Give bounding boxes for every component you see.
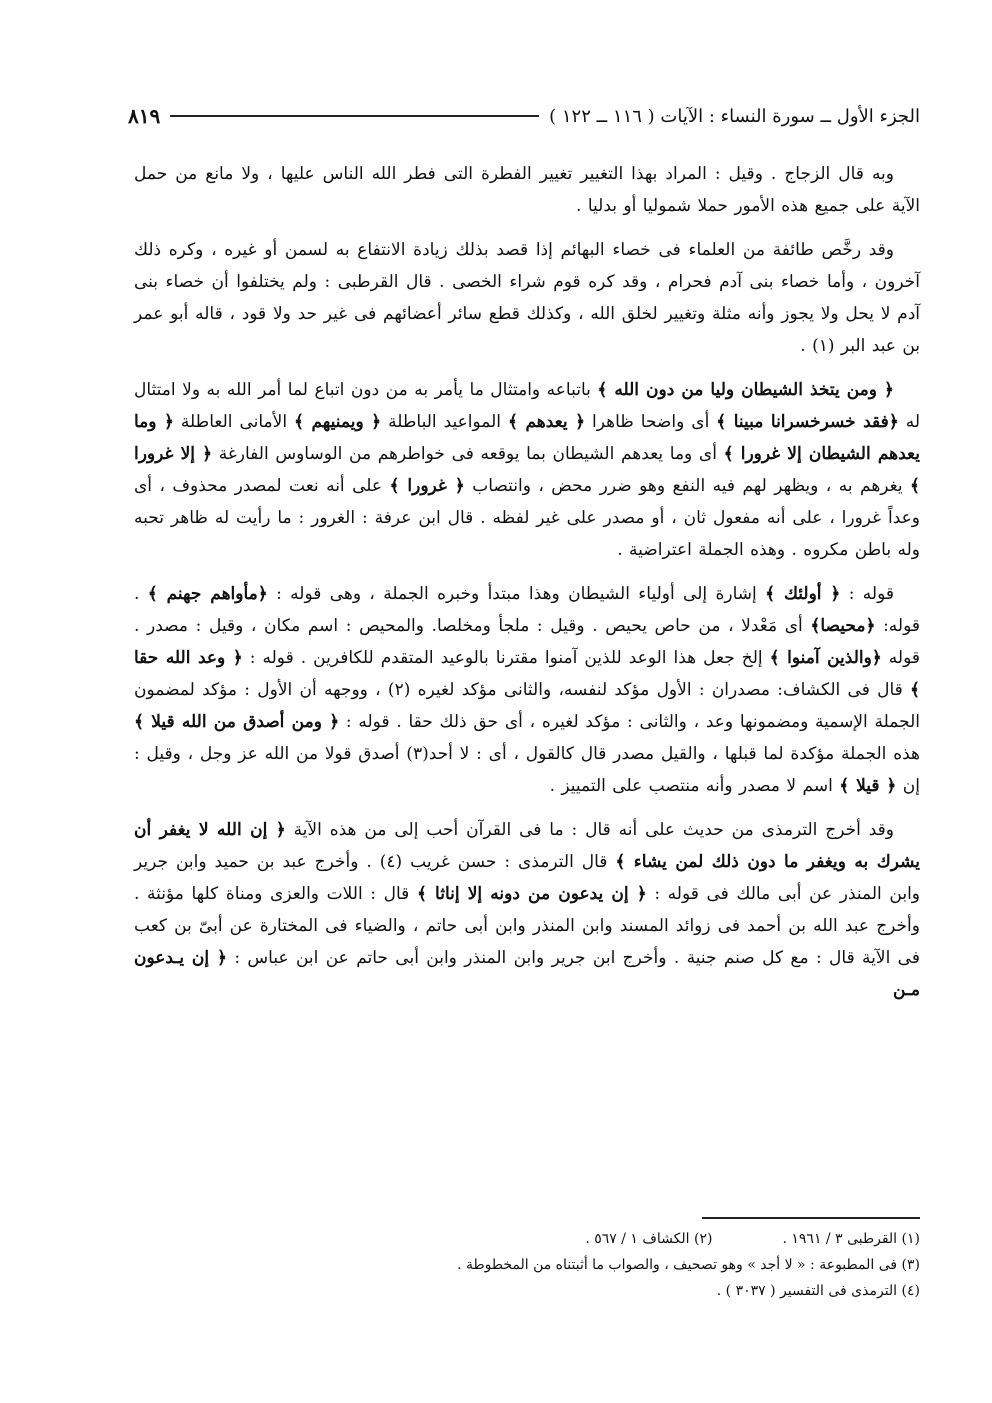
quran-quote: ﴿فقد خسرخسرانا مبينا ﴾ bbox=[716, 412, 899, 432]
quran-quote: ﴿والذين آمنوا ﴾ bbox=[769, 648, 882, 668]
text-run: أى وما يعدهم الشيطان بما يوقعه فى خواطرهم من الوساوس الفارغة bbox=[212, 444, 724, 464]
quran-quote: ﴿ يعدهم ﴾ bbox=[508, 412, 586, 432]
footnotes bbox=[300, 1226, 920, 1304]
text-run: وقد رخَّص طائفة من العلماء فى خصاء البهائم إذا قصد بذلك زيادة الانتفاع به لسمن أو غيره ، وكره ذلك آخرون ، وأما خصاء بنى آدم فحرام ، وقد كره قوم شراء الخصى . قال القرطبى : ولم يختلفوا أن خصاء بنى آدم لا يحل ولا يجوز وأنه مثلة وتغيير لخلق الله ، وكذلك قطع سائر أعضائهم فى غير حد ولا قود ، قاله أبو عمر بن عبد البر (١) . bbox=[134, 240, 920, 356]
text-run: قوله : bbox=[840, 584, 895, 604]
quran-quote: ﴿ وما يعدهم الشيطان إلا غرورا ﴾ bbox=[134, 412, 920, 464]
text-run: . قوله: bbox=[134, 584, 921, 636]
text-run: يغرهم به ، ويظهر لهم فيه النفع وهو ضرر محض ، وانتصاب bbox=[464, 476, 911, 496]
footnote-4: (٤) الترمذى فى التفسير ( ٣٠٣٧ ) . bbox=[716, 1283, 920, 1299]
quran-quote: ﴿ ويمنيهم ﴾ bbox=[294, 412, 382, 432]
text-run: إلخ جعل هذا الوعد للذين آمنوا مقترنا بالوعيد المتقدم للكافرين . قوله : bbox=[242, 648, 770, 668]
text-run: قال الترمذى : حسن غريب (٤) . وأخرج عبد بن حميد وابن جرير وابن المنذر عن أبى مالك فى قوله : bbox=[134, 852, 921, 904]
footnote-2: (٢) الكشاف ١ / ٥٦٧ . bbox=[585, 1231, 713, 1247]
text-run: المواعيد الباطلة bbox=[381, 412, 508, 432]
paragraph-1 bbox=[134, 158, 920, 222]
paragraph-2 bbox=[134, 234, 920, 362]
quran-quote: ﴿ إلا غرورا ﴾ bbox=[134, 444, 921, 496]
text-run: قال فى الكشاف: مصدران : الأول مؤكد لنفسه، والثانى مؤكد لغيره (٢) ، ووجهه أن الأول : مؤكد لمضمون الجملة الإسمية ومضمونها وعد ، والثانى : مؤكد لغيره ، أى حق ذلك حقا . قوله : bbox=[134, 680, 920, 732]
footnote-3: (٣) فى المطبوعة : « لا أجد » وهو تصحيف ، والصواب ما أثبتناه من المخطوطة . bbox=[457, 1257, 920, 1273]
quran-quote: ﴿ إن الله لا يغفر أن يشرك به ويغفر ما دون ذلك لمن يشاء ﴾ bbox=[134, 820, 921, 872]
quran-quote: ﴿ غرورا ﴾ bbox=[389, 476, 465, 496]
text-run: اسم لا مصدر وأنه منتصب على التمييز . bbox=[549, 776, 840, 796]
quran-quote: ﴿ قيلا ﴾ bbox=[839, 776, 897, 796]
page-number: ٨١٩ bbox=[128, 104, 161, 128]
text-run: أى واضحا ظاهرا bbox=[585, 412, 717, 432]
quran-quote: ﴿ إن يدعون من دونه إلا إناثا ﴾ bbox=[416, 884, 647, 904]
paragraph-5 bbox=[134, 814, 920, 1006]
quran-quote: ﴿ أولئك ﴾ bbox=[765, 584, 841, 604]
text-run: الأمانى العاطلة bbox=[173, 412, 295, 432]
header-title: الجزء الأول ــ سورة النساء : الآيات ( ١١٦ ــ ١٢٢ ) bbox=[549, 105, 920, 127]
quran-quote: ﴿ ومن أصدق من الله قيلا ﴾ bbox=[134, 712, 340, 732]
quran-quote: ﴿ ومن يتخذ الشيطان وليا من دون الله ﴾ bbox=[597, 380, 894, 400]
header-rule bbox=[170, 115, 539, 117]
paragraph-4 bbox=[134, 578, 920, 802]
footnote-row bbox=[300, 1226, 920, 1252]
text-run: باتباعه وامتثال ما يأمر به من دون اتباع لما أمر الله به ولا امتثال له bbox=[134, 380, 921, 432]
body-text bbox=[134, 158, 920, 1018]
footnote-rule bbox=[702, 1217, 920, 1219]
footnote-1: (١) القرطبى ٣ / ١٩٦١ . bbox=[782, 1231, 920, 1247]
quran-quote: ﴿ وعد الله حقا ﴾ bbox=[134, 648, 920, 700]
text-run: هذه الجملة مؤكدة لما قبلها ، والقيل مصدر قال كالقول ، أى : لا أحد(٣) أصدق قولا من الله عز وجل ، وقيل : إن bbox=[134, 744, 920, 796]
text-run: على أنه نعت لمصدر محذوف ، أى وعداً غرورا ، على أنه مفعول ثان ، أو مصدر على غير لفظه . قال ابن عرفة : الغرور : ما رأيت له ظاهر تحبه وله باطن مكروه . وهذه الجملة اعتراضية . bbox=[134, 476, 920, 560]
quran-quote: ﴿ إن يـدعون مـن bbox=[134, 948, 920, 1000]
text-run: قال : اللات والعزى ومناة كلها مؤنثة . وأخرج عبد الله بن أحمد فى زوائد المسند وابن المنذر وابن أبى حاتم ، والضياء فى المختارة عن أبىّ بن كعب فى الآية قال : مع كل صنم جنية . وأخرج ابن جرير وابن المنذر وابن أبى حاتم عن ابن عباس : bbox=[134, 884, 920, 968]
text-run: إشارة إلى أولياء الشيطان وهذا مبتدأ وخبره الجملة ، وهى قوله : bbox=[267, 584, 766, 604]
quran-quote: ﴿محيصا﴾ bbox=[810, 616, 876, 636]
text-run: أى مَعْدلا ، من حاص يحيص . وقيل : ملجأ ومخلصا. والمحيص : اسم مكان ، وقيل : مصدر . قوله bbox=[134, 616, 920, 668]
text-run: وقد أخرج الترمذى من حديث على أنه قال : ما فى القرآن أحب إلى من هذه الآية bbox=[285, 820, 894, 840]
text-run: وبه قال الزجاج . وقيل : المراد بهذا التغيير تغيير الفطرة التى فطر الله الناس عليها ، ولا مانع من حمل الآية على جميع هذه الأمور حملا شموليا أو بدليا . bbox=[134, 164, 920, 216]
paragraph-3 bbox=[134, 374, 920, 566]
running-header bbox=[128, 98, 920, 134]
quran-quote: ﴿مأواهم جهنم ﴾ bbox=[147, 584, 268, 604]
